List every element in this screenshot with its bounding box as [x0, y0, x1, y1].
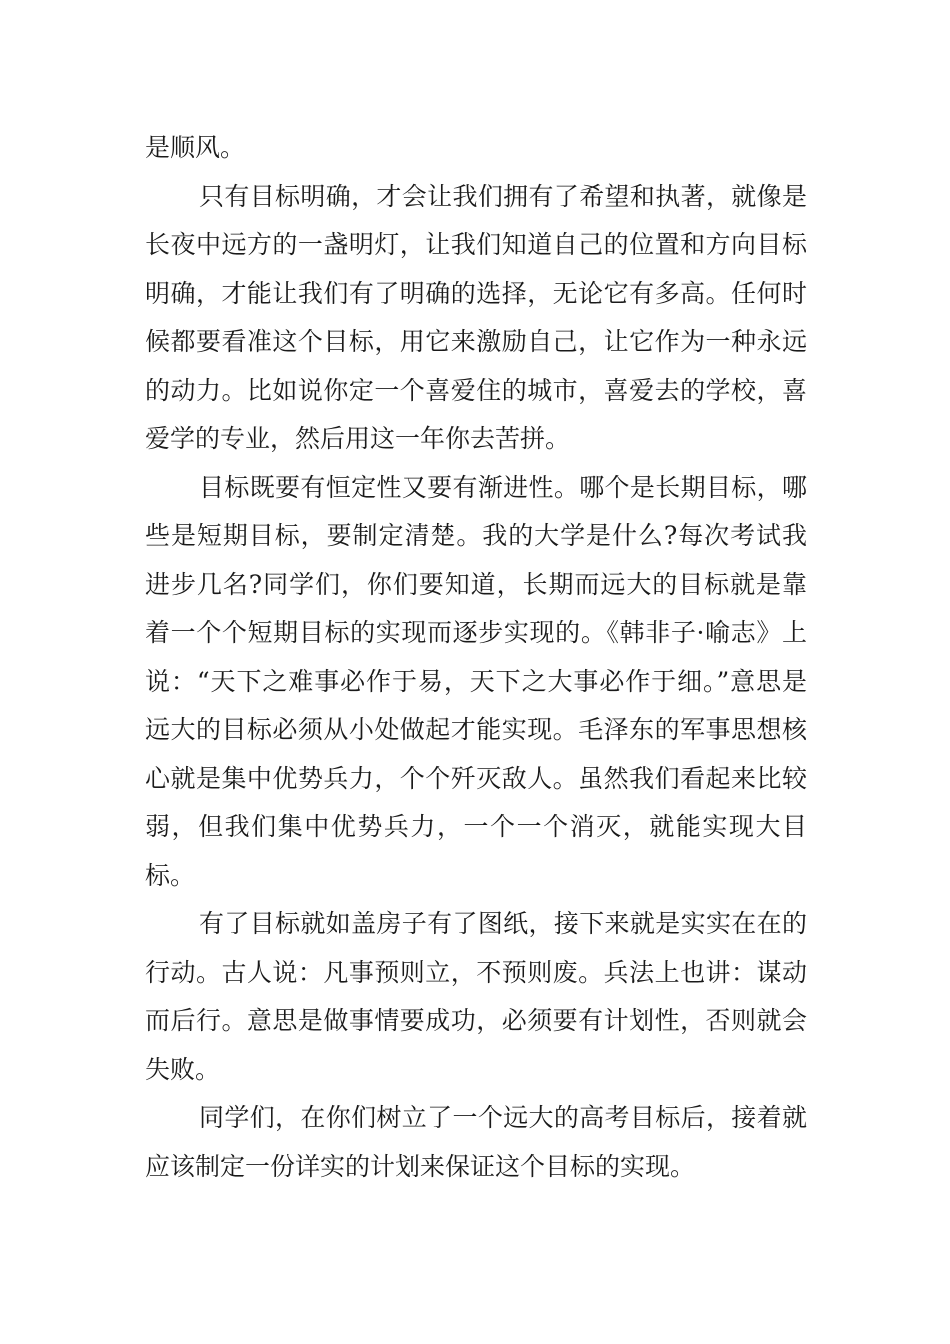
paragraph-4: 有了目标就如盖房子有了图纸，接下来就是实实在在的行动。古人说：凡事预则立，不预则废。兵法上也讲：谋动而后行。意思是做事情要成功，必须要有计划性，否则就会失败。 — [145, 909, 807, 1084]
paragraph-5: 同学们，在你们树立了一个远大的高考目标后，接着就应该制定一份详实的计划来保证这个目标的实现。 — [145, 1103, 807, 1181]
paragraph-3: 目标既要有恒定性又要有渐进性。哪个是长期目标，哪些是短期目标，要制定清楚。我的大学是什么?每次考试我进步几名?同学们，你们要知道，长期而远大的目标就是靠着一个个短期目标的实现而逐步实现的。《韩非子·喻志》上说：“天下之难事必作于易，天下之大事必作于细。”意思是远大的目标必须从小处做起才能实现。毛泽东的军事思想核心就是集中优势兵力，个个歼灭敌人。虽然我们看起来比较弱，但我们集中优势兵力，一个一个消灭，就能实现大目标。 — [145, 472, 807, 890]
document-body — [145, 124, 807, 1191]
paragraph-2: 只有目标明确，才会让我们拥有了希望和执著，就像是长夜中远方的一盏明灯，让我们知道自己的位置和方向目标明确，才能让我们有了明确的选择，无论它有多高。任何时候都要看准这个目标，用它来激励自己，让它作为一种永远的动力。比如说你定一个喜爱住的城市，喜爱去的学校，喜爱学的专业，然后用这一年你去苦拼。 — [145, 181, 807, 453]
paragraph-1: 是顺风。 — [145, 133, 246, 162]
